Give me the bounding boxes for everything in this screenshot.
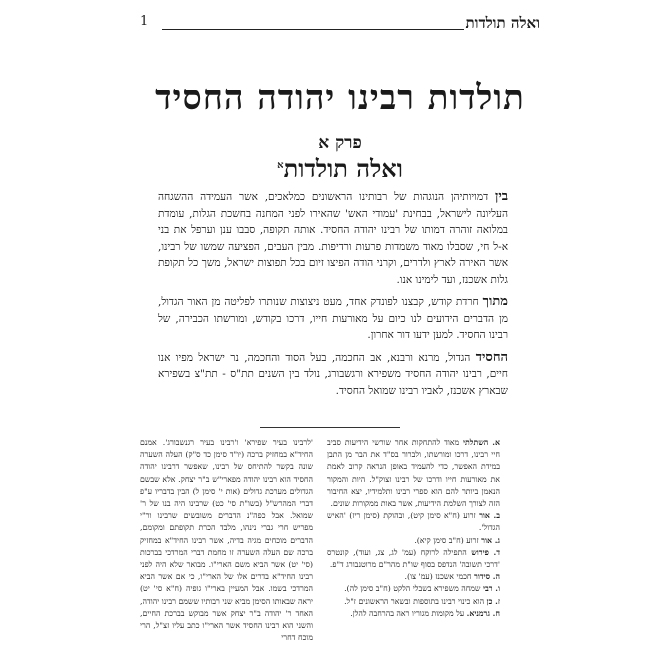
footnote-label: א. השתלתי [463, 438, 500, 447]
footnote [327, 571, 500, 583]
paragraph-text: הגדול, מרנא ורבנא, אב החכמה, בעל הסוד והחכמה, נר ישראל מפיו אנו חיים, רבינו יהודה החסיד משפירא ורגשבורג, נולד בין השנים תת"ס - תת"צ בשפירא שבארץ אשכנז, לאביו רבינו שמואל החסיד. [158, 351, 508, 397]
footnote-text: שמחה משפירא בשבלי הלקט (ח"ב סימן לה). [344, 584, 481, 594]
paragraph-lead-word: מתוך [482, 294, 508, 309]
paragraph-text: דמויותיהן הנוגהות של רבותינו הראשונים כמלאכים, אשר העמידה ההשגחה העליונה לישראל, בבחינת 'עמודי האש' שהאירו לפני המחנה בחשכת הגלות, עומדת במלואה זוהרה דמותו של רבינו יהודה החסיד. אותה תקופה, סבבו ענן וערפל את בני א-ל חי, שסבלו מאוד משמדות פרעות ורדיפות. מבין העבים, הפציעה שמשו של רבינו, אשר האירה לארץ ולדרים, וקרני הודה הפיצו זיום בכל תפוצות ישראל, משך כל תקופת גלות אשכנז, ועד לימינו אנו. [158, 191, 508, 286]
footnote-label: ח. גרמניא. [466, 608, 500, 618]
paragraph-lead-word: בין [495, 189, 509, 204]
main-body [158, 189, 508, 405]
page-title: תולדות רבינו יהודה החסיד [155, 78, 525, 118]
chapter-label: פרק א [318, 133, 362, 153]
subtitle-text: ואלה תולדות [283, 154, 403, 183]
paragraph [158, 189, 508, 288]
footnote-text: חכמי אשכנז (עמ' צו). [404, 572, 472, 582]
footnote-label: ה. סידור [474, 572, 500, 582]
footnote-label: ב. אור [479, 511, 500, 521]
footnote-label: ד. פירוש [471, 547, 500, 557]
paragraph [158, 350, 508, 400]
footnote-text: על מקומות מגוריו ראה בהרחבה להלן. [350, 608, 465, 618]
footnote [327, 510, 500, 534]
footnotes-column-left [140, 437, 313, 644]
running-title: ואלה תולדות [465, 14, 540, 32]
footnote [327, 583, 500, 595]
footnote [327, 608, 500, 620]
footnote-text: הוא כינוי רבינו בתוספות ובשאר הראשונים ז"ל. [344, 596, 485, 606]
footnote-marker: א [277, 160, 284, 171]
footnote-text: 'לרבינו בעיר שפירא' ו'רבינו בעיר רגנשבורג'. אמנם החיד"א במחזיק ברכה (יו"ד סימן כד ס"ק) העלה השערה שונה בקשר להתיחס של רבינו, שאפשר דרבינו יהודה החסיד הוא רבינו יהודה מפארי"ש ב"ר יצחק. אלא שבשם הגדולים מערכת גדולים (אות י' סימן ל) הבין בדבריו ע"פ דברי המהרש"ל (בשו"ת סי' כט) שרבינו היה בנו של ר' שמואל. אבל כפה"נ הדברים משובשים שרבינו ור"י מפריש חרי גברי נינהו, מלבד הכרת תקופתם ומקומם, הדברים מוכחים מגיה בדיה, אשר רבינו החיד"א במחזיק ברכה שם העלה השערה זו מחמת דברי המרדכי בברכות (סי' יט) אשר הביא משם הארי"ו. מבואר שלא היה לפני רבינו החיד"א בדרים אלו של הארי"ו, כי אם אשר הביא המרדכי בשמו. אבל המעיין בארי"ו גופיה (ח"א סי' יט) יראה שבאותו הסימן מביא שני רבותיו ששמם רבינו יהודה, האחד ר' יהודה ב"ר יצחק אשר מבוקש בברכת החיים, והשני הוא רבינו החסיד אשר הארי"ו כתב עליו זצ"ל, הרי מוכח דחרי [140, 438, 313, 643]
header-rule [162, 29, 464, 30]
footnote [327, 596, 500, 608]
paragraph [158, 294, 508, 344]
footnote-continued [140, 437, 313, 644]
footnote [327, 547, 500, 571]
paragraph-text: חרדת קודש, קבצנו לפונדק אחד, מעט ניצוצות שנותרו לפליטה מן האור הגדול, מן הדברים הידועים לנו כיום על מאורעות חייו, דרכו בקודש, ומורשתו הכבירה, של רבינו החסיד. למען ידעו דור אחרון. [158, 296, 508, 341]
footnote-text: מאוד להתחקות אחר שורשי הידיעות סביב חיי רבינו, דרכו ומורשתו, ולברור בס"ד את הבר מן התבן במידת האפשר, כדי להעמיד באופן הנראה קרוב לאמת את מאורעות חייו ודרכו של רבינו זצוק"ל. היות והמקור הנאמן ביותר להם הוא ספרי רבינו ותלמידיו, יצא החיבור הזה לצורך השלמת הידיעות, אשר באות ממקורות שונים. [327, 438, 500, 509]
footnotes-column-right [327, 437, 500, 620]
footnote-label: ג. אור [481, 535, 500, 545]
footnote [327, 535, 500, 547]
footnote-label: ו. רבי [482, 584, 500, 594]
footnote-text: התפילה לרוקח (עמ' לג, צג, ועוד), קונטרס 'דרכי תשובה' הנדפס בסוף שו"ת מהר"ם מרוטנבורג ד"פ. [327, 547, 500, 570]
paragraph-lead-word: החסיד [475, 349, 508, 365]
page-number: 1 [140, 14, 149, 29]
footnote-divider [260, 427, 400, 428]
footnote-text: זרוע (ח"ב סימן קיא). [414, 535, 479, 545]
footnote [327, 437, 500, 510]
footnote-label: ז. כן [486, 596, 500, 606]
footnote-text: זרוע (ח"א סימן קיט), ובהוקת (סימן ריז) 'האיש הגדול'. [327, 511, 500, 533]
section-subtitle [140, 154, 540, 184]
footnotes-area [140, 437, 500, 647]
running-header [140, 14, 540, 40]
